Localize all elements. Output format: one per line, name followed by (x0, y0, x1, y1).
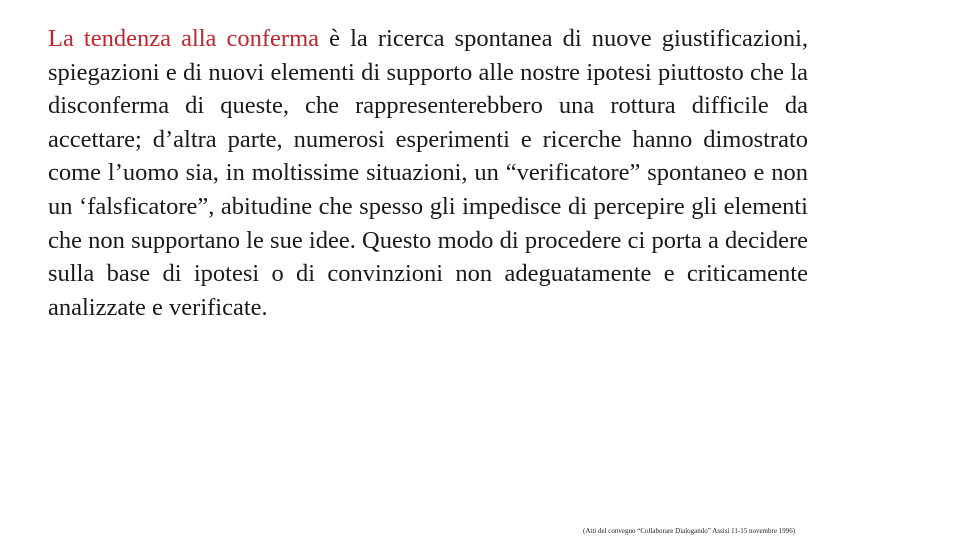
highlighted-term: La tendenza alla conferma (48, 25, 320, 52)
paragraph-text: è la ricerca spontanea di nuove giustificazioni, spiegazioni e di nuovi elementi di supporto alle nostre ipotesi piuttosto che la disconferma di queste, che rappresenterebbero una rottura difficile da accettare; d’altra parte, numerosi esperimenti e ricerche hanno dimostrato come l’uomo sia, in moltissime situazioni, un “verificatore” spontaneo e non un ‘falsficatore”, abitudine che spesso gli impedisce di percepire gli elementi che non supportano le sue idee. Questo modo di procedere ci porta a decidere sulla base di ipotesi o di convinzioni non adeguatamente e criticamente analizzate e verificate. (48, 25, 808, 321)
body-paragraph (48, 22, 808, 324)
source-citation: (Atti del convegno “Collaborare Dialogando” Assisi 11-15 novembre 1996) (583, 527, 796, 535)
